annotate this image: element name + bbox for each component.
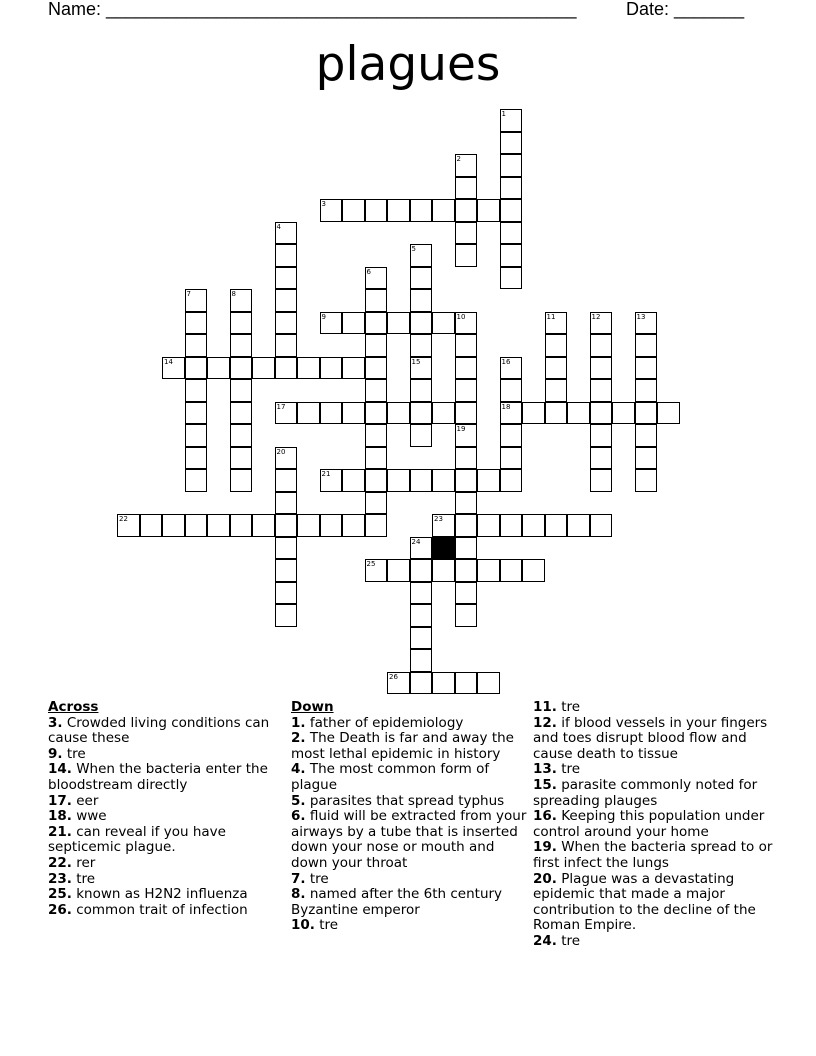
grid-cell[interactable]	[275, 447, 298, 470]
grid-cell[interactable]	[500, 379, 523, 402]
grid-cell[interactable]	[455, 672, 478, 695]
grid-cell[interactable]	[387, 402, 410, 425]
down-clue-list-continued	[533, 700, 773, 950]
clue-text: named after the 6th century Byzantine emperor	[291, 886, 503, 918]
grid-cell[interactable]	[455, 177, 478, 200]
across-clue-list	[48, 716, 284, 919]
clue-number: 3	[321, 200, 326, 208]
grid-cell[interactable]	[230, 357, 253, 380]
grid-cell[interactable]	[275, 604, 298, 627]
grid-cell[interactable]	[140, 514, 163, 537]
grid-cell[interactable]	[567, 402, 590, 425]
clue-text: Plague was a devastating epidemic that made a major contribution to the decline of the Roman Empire.	[533, 870, 756, 934]
clue-number-label: 8.	[291, 886, 306, 903]
grid-cell[interactable]	[410, 267, 433, 290]
across-clues	[48, 700, 284, 918]
grid-cell[interactable]	[365, 447, 388, 470]
clue-number-label: 16.	[533, 808, 557, 825]
grid-cell[interactable]	[522, 514, 545, 537]
clue-text: common trait of infection	[71, 901, 248, 918]
grid-cell[interactable]	[185, 469, 208, 492]
grid-cell[interactable]	[275, 312, 298, 335]
grid-cell[interactable]	[342, 312, 365, 335]
grid-cell[interactable]	[567, 514, 590, 537]
grid-cell[interactable]	[410, 199, 433, 222]
grid-cell[interactable]	[432, 559, 455, 582]
grid-cell[interactable]	[365, 559, 388, 582]
clue-item	[48, 887, 284, 903]
grid-cell[interactable]	[500, 447, 523, 470]
clue-number-label: 13.	[533, 761, 557, 778]
grid-cell[interactable]	[185, 312, 208, 335]
down-clues	[291, 700, 527, 934]
clue-item	[291, 762, 527, 793]
grid-cell[interactable]	[365, 402, 388, 425]
grid-cell[interactable]	[522, 402, 545, 425]
clue-number: 8	[231, 290, 236, 298]
clue-number-label: 4.	[291, 761, 306, 778]
grid-cell[interactable]	[500, 559, 523, 582]
clue-text: tre	[556, 761, 581, 778]
grid-cell[interactable]	[455, 424, 478, 447]
grid-cell[interactable]	[545, 334, 568, 357]
grid-cell[interactable]	[275, 492, 298, 515]
grid-cell[interactable]	[635, 357, 658, 380]
grid-cell[interactable]	[275, 514, 298, 537]
clue-number-label: 18.	[48, 808, 72, 825]
grid-cell[interactable]	[185, 289, 208, 312]
clue-number-label: 10.	[291, 917, 315, 934]
grid-cell[interactable]	[455, 447, 478, 470]
grid-cell[interactable]	[590, 514, 613, 537]
clue-number-label: 19.	[533, 839, 557, 856]
grid-cell[interactable]	[410, 672, 433, 695]
grid-cell[interactable]	[342, 402, 365, 425]
clue-item	[48, 809, 284, 825]
grid-cell[interactable]	[455, 199, 478, 222]
clue-text: if blood vessels in your fingers and toes disrupt blood flow and cause death to tissue	[533, 714, 768, 762]
grid-cell[interactable]	[342, 514, 365, 537]
grid-cell[interactable]	[410, 627, 433, 650]
grid-cell[interactable]	[477, 559, 500, 582]
grid-cell[interactable]	[455, 402, 478, 425]
clue-item	[533, 934, 773, 950]
grid-cell[interactable]	[432, 312, 455, 335]
clue-text: parasite commonly noted for spreading plauges	[533, 776, 758, 809]
grid-cell[interactable]	[387, 672, 410, 695]
grid-cell[interactable]	[185, 379, 208, 402]
clue-number: 21	[321, 470, 331, 478]
grid-cell[interactable]	[500, 109, 523, 132]
clue-number-label: 14.	[48, 761, 72, 778]
grid-cell[interactable]	[500, 244, 523, 267]
grid-cell[interactable]	[185, 334, 208, 357]
grid-cell[interactable]	[410, 424, 433, 447]
grid-cell[interactable]	[410, 537, 433, 560]
grid-cell[interactable]	[365, 424, 388, 447]
grid-cell[interactable]	[410, 582, 433, 605]
grid-cell[interactable]	[230, 514, 253, 537]
clue-number: 17	[276, 402, 286, 411]
clue-number-label: 9.	[48, 745, 63, 762]
clue-item	[291, 716, 527, 732]
grid-cell[interactable]	[455, 244, 478, 267]
clue-text: tre	[556, 699, 581, 715]
grid-cell[interactable]	[657, 402, 680, 425]
clue-item	[291, 794, 527, 810]
clue-number: 12	[591, 312, 601, 321]
grid-cell[interactable]	[230, 334, 253, 357]
grid-cell[interactable]	[297, 514, 320, 537]
down-clue-list	[291, 716, 527, 934]
grid-cell[interactable]	[477, 469, 500, 492]
grid-cell[interactable]	[387, 312, 410, 335]
clue-number: 14	[164, 357, 173, 366]
grid-cell[interactable]	[252, 514, 275, 537]
grid-cell[interactable]	[500, 177, 523, 200]
clue-item	[48, 903, 284, 919]
grid-cell[interactable]	[275, 222, 298, 245]
grid-cell[interactable]	[185, 357, 208, 380]
grid-cell[interactable]	[230, 424, 253, 447]
grid-cell[interactable]	[230, 402, 253, 425]
clue-number: 11	[546, 312, 556, 321]
clue-number: 4	[276, 222, 281, 231]
clue-text: Crowded living conditions can cause these	[48, 714, 270, 747]
clue-number: 19	[456, 425, 466, 433]
grid-cell[interactable]	[477, 199, 500, 222]
clue-number-label: 24.	[533, 932, 557, 949]
grid-cell[interactable]	[275, 357, 298, 380]
clue-item	[48, 762, 284, 793]
grid-cell[interactable]	[590, 357, 613, 380]
grid-cell[interactable]	[410, 312, 433, 335]
clue-number: 22	[119, 515, 128, 523]
clue-text: The most common form of plague	[291, 761, 490, 793]
grid-cell[interactable]	[320, 514, 343, 537]
grid-cell[interactable]	[230, 289, 253, 312]
grid-cell[interactable]	[500, 424, 523, 447]
clue-number: 7	[186, 290, 191, 298]
clue-item	[291, 809, 527, 871]
clue-text: rer	[71, 854, 96, 871]
clue-number-label: 22.	[48, 854, 72, 871]
grid-cell[interactable]	[432, 199, 455, 222]
date-field[interactable]: Date: _______	[626, 0, 745, 19]
grid-cell[interactable]	[297, 402, 320, 425]
grid-cell[interactable]	[500, 222, 523, 245]
grid-cell[interactable]	[410, 604, 433, 627]
grid-cell[interactable]	[590, 402, 613, 425]
grid-cell[interactable]	[320, 199, 343, 222]
grid-cell[interactable]	[207, 514, 230, 537]
grid-cell[interactable]	[185, 447, 208, 470]
clue-item	[48, 716, 284, 747]
grid-cell[interactable]	[365, 289, 388, 312]
grid-cell[interactable]	[500, 402, 523, 425]
clue-number-label: 1.	[291, 714, 306, 731]
grid-cell[interactable]	[590, 469, 613, 492]
grid-cell[interactable]	[500, 514, 523, 537]
clue-text: parasites that spread typhus	[305, 792, 505, 809]
grid-cell[interactable]	[455, 604, 478, 627]
clue-item	[291, 872, 527, 888]
clue-number: 15	[411, 357, 421, 366]
grid-cell[interactable]	[477, 672, 500, 695]
clue-number-label: 11.	[533, 699, 557, 715]
grid-cell[interactable]	[162, 514, 185, 537]
grid-cell[interactable]	[432, 514, 455, 537]
clue-text: wwe	[71, 808, 107, 825]
grid-cell[interactable]	[590, 312, 613, 335]
clue-item	[48, 825, 284, 856]
grid-cell[interactable]	[455, 469, 478, 492]
grid-cell[interactable]	[455, 154, 478, 177]
clue-number-label: 23.	[48, 870, 72, 887]
clue-item	[533, 700, 773, 716]
grid-cell[interactable]	[500, 469, 523, 492]
clue-item	[48, 856, 284, 872]
grid-cell[interactable]	[455, 334, 478, 357]
clue-number: 2	[456, 155, 461, 163]
clue-number: 5	[411, 245, 416, 253]
grid-cell[interactable]	[432, 469, 455, 492]
grid-cell[interactable]	[410, 334, 433, 357]
grid-cell[interactable]	[365, 199, 388, 222]
grid-cell[interactable]	[500, 132, 523, 155]
grid-cell[interactable]	[545, 357, 568, 380]
grid-cell[interactable]	[275, 402, 298, 425]
clue-item	[48, 872, 284, 888]
grid-cell[interactable]	[455, 222, 478, 245]
grid-cell[interactable]	[455, 492, 478, 515]
grid-cell[interactable]	[455, 537, 478, 560]
grid-cell[interactable]	[635, 424, 658, 447]
clue-number-label: 12.	[533, 714, 557, 731]
puzzle-title: plagues	[315, 37, 501, 92]
grid-cell[interactable]	[320, 402, 343, 425]
grid-cell[interactable]	[635, 312, 658, 335]
grid-cell[interactable]	[365, 334, 388, 357]
grid-cell[interactable]	[185, 424, 208, 447]
clue-number: 9	[321, 312, 326, 321]
grid-cell[interactable]	[590, 379, 613, 402]
clue-number-label: 5.	[291, 792, 306, 809]
clue-number-label: 3.	[48, 714, 63, 731]
clue-number: 23	[434, 515, 443, 523]
grid-cell[interactable]	[275, 559, 298, 582]
across-heading: Across	[48, 699, 99, 715]
clue-number: 18	[501, 402, 511, 411]
grid-cell[interactable]	[275, 289, 298, 312]
clue-text: Keeping this population under control around your home	[533, 808, 765, 840]
grid-cell[interactable]	[635, 379, 658, 402]
grid-cell[interactable]	[455, 312, 478, 335]
grid-cell[interactable]	[365, 357, 388, 380]
grid-cell[interactable]	[455, 514, 478, 537]
clue-number-label: 26.	[48, 901, 72, 918]
clue-text: tre	[314, 917, 339, 934]
grid-cell[interactable]	[612, 402, 635, 425]
grid-cell[interactable]	[365, 267, 388, 290]
clue-number-label: 20.	[533, 870, 557, 887]
name-field[interactable]: Name: _______________________________________________	[48, 0, 577, 19]
clue-item	[533, 716, 773, 763]
grid-cell[interactable]	[342, 469, 365, 492]
clue-number: 24	[411, 537, 421, 546]
grid-cell[interactable]	[500, 267, 523, 290]
clue-text: eer	[71, 792, 99, 809]
clue-text: When the bacteria enter the bloodstream directly	[48, 761, 268, 793]
grid-cell[interactable]	[365, 379, 388, 402]
clue-number: 26	[389, 672, 398, 681]
grid-cell[interactable]	[185, 514, 208, 537]
grid-cell[interactable]	[590, 334, 613, 357]
grid-cell[interactable]	[275, 334, 298, 357]
grid-cell[interactable]	[545, 379, 568, 402]
clue-item	[291, 887, 527, 918]
grid-cell[interactable]	[297, 357, 320, 380]
clue-text: tre	[556, 932, 581, 949]
grid-cell[interactable]	[275, 469, 298, 492]
clue-number: 20	[276, 447, 286, 456]
grid-cell[interactable]	[635, 334, 658, 357]
clue-text: father of epidemiology	[305, 714, 464, 731]
grid-cell[interactable]	[455, 357, 478, 380]
grid-cell[interactable]	[410, 379, 433, 402]
grid-cell[interactable]	[320, 357, 343, 380]
clue-item	[48, 794, 284, 810]
grid-cell[interactable]	[410, 357, 433, 380]
clue-number-label: 15.	[533, 776, 557, 793]
clue-number-label: 6.	[291, 808, 306, 825]
grid-cell[interactable]	[365, 514, 388, 537]
grid-cell[interactable]	[410, 559, 433, 582]
clue-number-label: 2.	[291, 730, 306, 747]
grid-cell[interactable]	[455, 582, 478, 605]
grid-cell[interactable]	[230, 379, 253, 402]
grid-cell[interactable]	[275, 537, 298, 560]
grid-cell[interactable]	[500, 199, 523, 222]
grid-cell[interactable]	[230, 469, 253, 492]
clue-number: 13	[636, 312, 646, 321]
grid-cell[interactable]	[342, 199, 365, 222]
grid-cell[interactable]	[455, 559, 478, 582]
grid-cell[interactable]	[387, 559, 410, 582]
clue-text: fluid will be extracted from your airways by a tube that is inserted down your nose or mouth and down your throat	[291, 808, 527, 871]
grid-cell[interactable]	[545, 514, 568, 537]
down-clues-continued	[533, 700, 773, 950]
grid-cell[interactable]	[500, 357, 523, 380]
grid-cell[interactable]	[365, 312, 388, 335]
clue-number-label: 21.	[48, 823, 72, 840]
clue-number-label: 25.	[48, 886, 72, 903]
down-heading: Down	[291, 699, 334, 715]
clue-number-label: 7.	[291, 870, 306, 887]
grid-cell[interactable]	[590, 447, 613, 470]
clue-item	[291, 731, 527, 762]
grid-cell[interactable]	[410, 244, 433, 267]
clue-item	[291, 918, 527, 934]
grid-cell[interactable]	[230, 447, 253, 470]
clue-text: can reveal if you have septicemic plague.	[48, 823, 226, 856]
grid-cell[interactable]	[477, 514, 500, 537]
grid-cell[interactable]	[410, 649, 433, 672]
clue-number: 6	[366, 267, 371, 276]
grid-cell[interactable]	[275, 244, 298, 267]
clue-item	[533, 762, 773, 778]
clue-number: 25	[366, 560, 376, 568]
grid-cell[interactable]	[320, 312, 343, 335]
grid-cell[interactable]	[410, 469, 433, 492]
grid-cell[interactable]	[230, 312, 253, 335]
grid-cell[interactable]	[320, 469, 343, 492]
clue-text: tre	[62, 745, 86, 762]
grid-cell[interactable]	[275, 267, 298, 290]
black-cell	[432, 537, 455, 560]
clue-text: known as H2N2 influenza	[71, 886, 248, 903]
clue-number: 16	[501, 357, 511, 366]
grid-cell[interactable]	[342, 357, 365, 380]
clue-item	[48, 747, 284, 763]
grid-cell[interactable]	[545, 402, 568, 425]
clue-number-label: 17.	[48, 792, 72, 809]
clue-item	[533, 778, 773, 809]
clue-item	[533, 809, 773, 840]
grid-cell[interactable]	[162, 357, 185, 380]
grid-cell[interactable]	[500, 154, 523, 177]
grid-cell[interactable]	[185, 402, 208, 425]
grid-cell[interactable]	[387, 199, 410, 222]
clue-text: tre	[71, 870, 96, 887]
grid-cell[interactable]	[252, 357, 275, 380]
grid-cell[interactable]	[432, 672, 455, 695]
grid-cell[interactable]	[275, 582, 298, 605]
clue-text: When the bacteria spread to or first infect the lungs	[533, 839, 773, 871]
grid-cell[interactable]	[635, 447, 658, 470]
grid-cell[interactable]	[635, 402, 658, 425]
clue-text: tre	[305, 870, 329, 887]
clue-text: The Death is far and away the most lethal epidemic in history	[291, 730, 514, 762]
clue-item	[533, 840, 773, 871]
grid-cell[interactable]	[207, 357, 230, 380]
grid-cell[interactable]	[635, 469, 658, 492]
grid-cell[interactable]	[455, 379, 478, 402]
grid-cell[interactable]	[117, 514, 140, 537]
grid-cell[interactable]	[410, 289, 433, 312]
grid-cell[interactable]	[432, 402, 455, 425]
grid-cell[interactable]	[522, 559, 545, 582]
grid-cell[interactable]	[365, 469, 388, 492]
grid-cell[interactable]	[365, 492, 388, 515]
grid-cell[interactable]	[545, 312, 568, 335]
grid-cell[interactable]	[590, 424, 613, 447]
clue-number: 10	[456, 312, 466, 321]
grid-cell[interactable]	[410, 402, 433, 425]
clue-number: 1	[501, 110, 506, 118]
grid-cell[interactable]	[387, 469, 410, 492]
clue-item	[533, 872, 773, 934]
